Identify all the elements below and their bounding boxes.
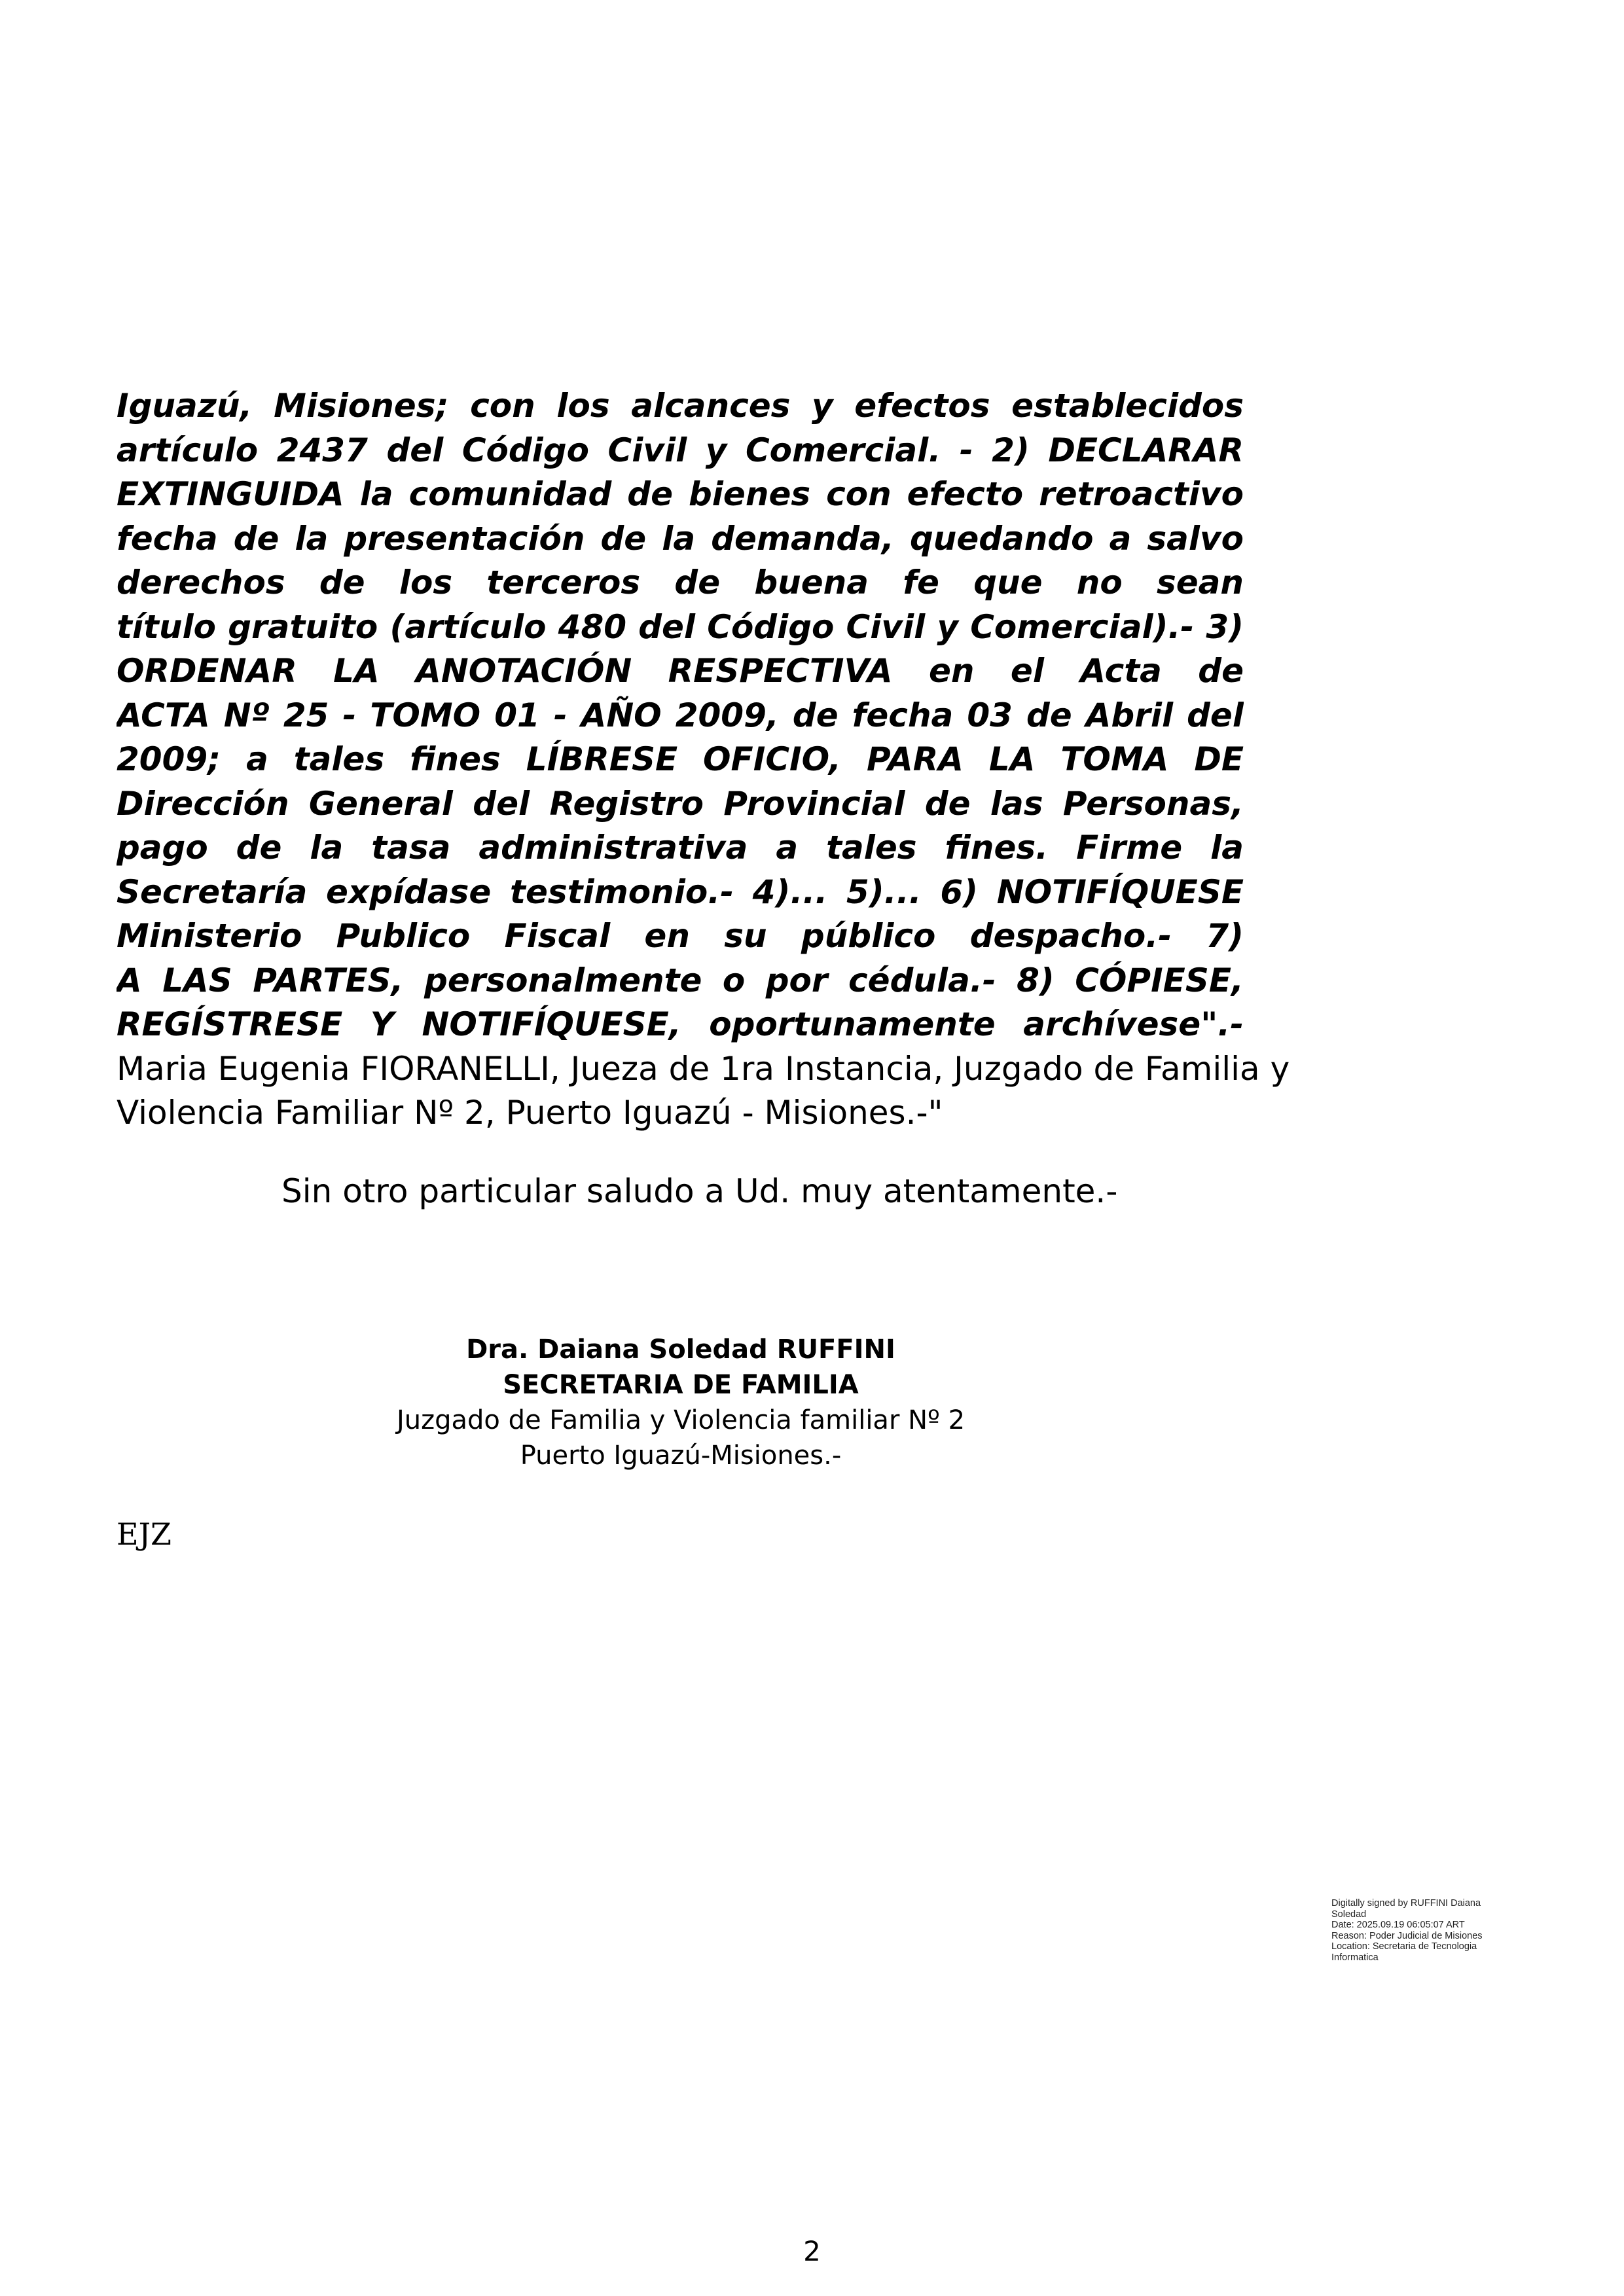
paragraph-line-9: 2009; a tales fines LÍBRESE OFICIO, PARA LA TOMA DE: [117, 740, 1244, 778]
digital-signature-line: Informatica: [1331, 1952, 1379, 1963]
paragraph-line-5: derechos de los terceros de buena fe que no sean: [117, 564, 1244, 601]
paragraph-line-17: Violencia Familiar Nº 2, Puerto Iguazú - Misiones.-": [117, 1094, 943, 1132]
paragraph-line-16: Maria Eugenia FIORANELLI, Jueza de 1ra Instancia, Juzgado de Familia y: [117, 1049, 1290, 1088]
digital-signature-line: Soledad: [1331, 1909, 1367, 1920]
paragraph-line-11: pago de la tasa administrativa a tales fines. Firme la: [117, 829, 1244, 867]
signer-city: Puerto Iguazú-Misiones.-: [520, 1441, 842, 1471]
resolution-paragraph: [117, 384, 1290, 1136]
typist-initials: EJZ: [117, 1516, 171, 1552]
paragraph-line-10: Dirección General del Registro Provincial de las Personas,: [117, 784, 1244, 823]
page-number: 2: [803, 2235, 821, 2267]
paragraph-line-2: artículo 2437 del Código Civil y Comercial. - 2) DECLARAR: [117, 431, 1244, 469]
paragraph-line-14: A LAS PARTES, personalmente o por cédula.- 8) CÓPIESE,: [117, 961, 1244, 999]
signer-role: SECRETARIA DE FAMILIA: [503, 1370, 859, 1400]
signature-block: [327, 1332, 1034, 1473]
paragraph-line-3: EXTINGUIDA la comunidad de bienes con efecto retroactivo: [117, 475, 1244, 513]
paragraph-line-13: Ministerio Publico Fiscal en su público despacho.- 7): [117, 917, 1244, 955]
digital-signature-line: Location: Secretaria de Tecnologia: [1331, 1941, 1477, 1952]
digital-signature-line: Reason: Poder Judicial de Misiones: [1331, 1930, 1483, 1941]
paragraph-line-6: título gratuito (artículo 480 del Código Civil y Comercial).- 3): [117, 607, 1244, 646]
paragraph-line-4: fecha de la presentación de la demanda, quedando a salvo: [117, 519, 1244, 558]
paragraph-line-1: Iguazú, Misiones; con los alcances y efectos establecidos: [117, 387, 1244, 425]
paragraph-line-8: ACTA Nº 25 - TOMO 01 - AÑO 2009, de fecha 03 de Abril del: [117, 696, 1244, 734]
signer-court: Juzgado de Familia y Violencia familiar Nº 2: [396, 1405, 965, 1435]
paragraph-line-15: REGÍSTRESE Y NOTIFÍQUESE, oportunamente archívese".-: [117, 1005, 1244, 1043]
signer-name: Dra. Daiana Soledad RUFFINI: [466, 1335, 895, 1365]
paragraph-line-12: Secretaría expídase testimonio.- 4)... 5)... 6) NOTIFÍQUESE: [117, 872, 1244, 911]
closing-salutation: Sin otro particular saludo a Ud. muy atentamente.-: [281, 1172, 1118, 1210]
digital-signature-stamp: [1331, 1898, 1515, 1963]
digital-signature-line: Digitally signed by RUFFINI Daiana: [1331, 1898, 1481, 1909]
paragraph-line-7: ORDENAR LA ANOTACIÓN RESPECTIVA en el Acta de: [117, 652, 1244, 690]
digital-signature-line: Date: 2025.09.19 06:05:07 ART: [1331, 1920, 1465, 1930]
